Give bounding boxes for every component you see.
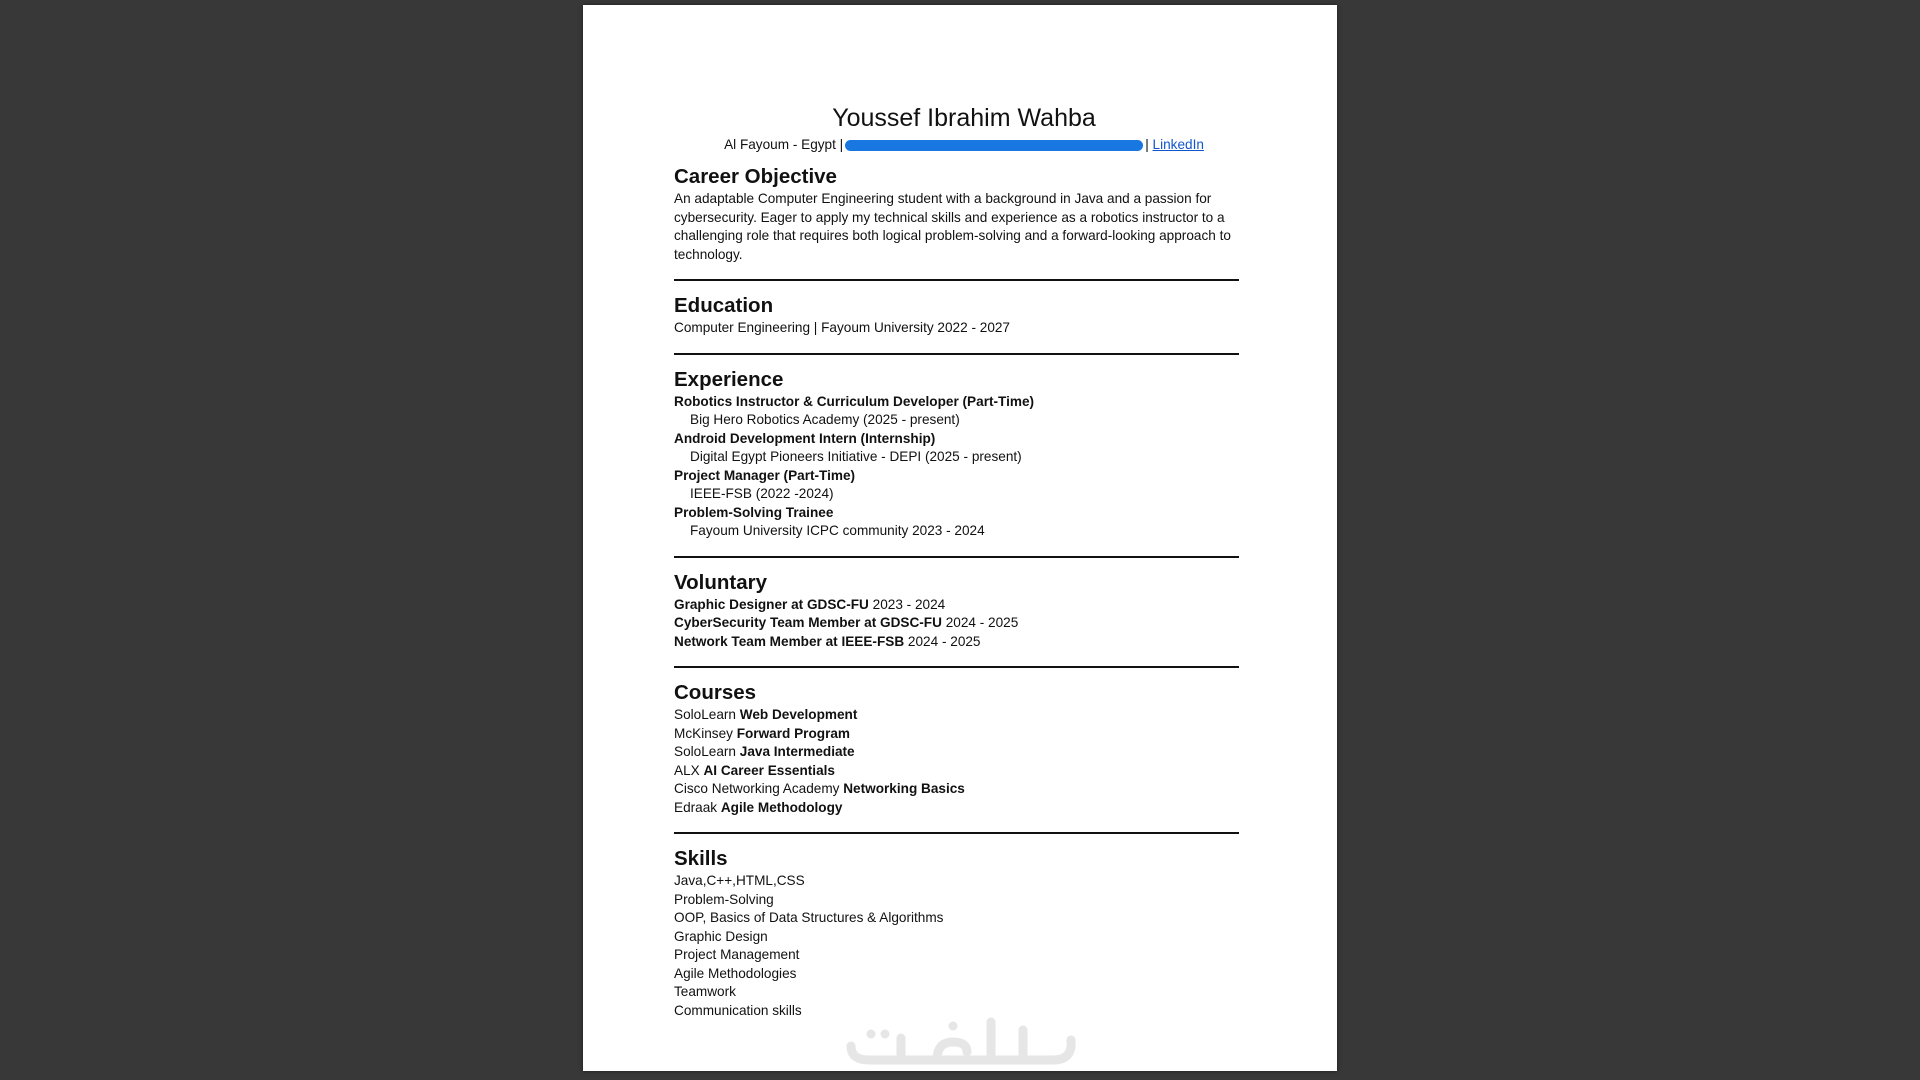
voluntary-item: Graphic Designer at GDSC-FU 2023 - 2024 bbox=[674, 596, 946, 612]
courses-heading: Courses bbox=[674, 681, 757, 704]
skill-item: Communication skills bbox=[674, 1002, 802, 1018]
resume-page bbox=[583, 5, 1337, 1071]
section-divider bbox=[674, 666, 1239, 668]
experience-org: Big Hero Robotics Academy (2025 - present) bbox=[690, 412, 960, 427]
skill-item: OOP, Basics of Data Structures & Algorithms bbox=[674, 910, 944, 925]
courses-section bbox=[674, 681, 1254, 817]
voluntary-section bbox=[674, 571, 1254, 652]
skill-item: Java,C++,HTML,CSS bbox=[674, 873, 805, 888]
section-divider bbox=[674, 832, 1239, 834]
skill-item: Graphic Design bbox=[674, 928, 768, 944]
career-objective-section bbox=[674, 165, 1254, 264]
location: Al Fayoum - Egypt | bbox=[724, 137, 844, 152]
course-item: Cisco Networking Academy Networking Basics bbox=[674, 781, 965, 796]
experience-role: Project Manager (Part-Time) bbox=[674, 467, 856, 483]
career-objective-text: An adaptable Computer Engineering student with a background in Java and a passion for cybersecurity. Eager to apply my technical skills and experience as a robotics instructor to a challenging role that requires both logical problem-solving and a forward-looking approach to technology. bbox=[674, 191, 1231, 262]
skill-item: Teamwork bbox=[674, 984, 736, 999]
education-section bbox=[674, 294, 1254, 338]
voluntary-item: Network Team Member at IEEE-FSB 2024 - 2025 bbox=[674, 633, 981, 649]
linkedin-link[interactable]: LinkedIn bbox=[1152, 137, 1204, 152]
skills-section bbox=[674, 847, 1254, 1020]
section-divider bbox=[674, 353, 1239, 355]
skill-item: Agile Methodologies bbox=[674, 965, 797, 981]
section-divider bbox=[674, 279, 1239, 281]
experience-role: Problem-Solving Trainee bbox=[674, 504, 834, 520]
skill-item: Problem-Solving bbox=[674, 891, 774, 907]
experience-role: Robotics Instructor & Curriculum Developer (Part-Time) bbox=[674, 393, 1035, 409]
course-item: ALX AI Career Essentials bbox=[674, 762, 835, 778]
career-objective-heading: Career Objective bbox=[674, 165, 837, 188]
course-item: SoloLearn Java Intermediate bbox=[674, 744, 855, 759]
skill-item: Project Management bbox=[674, 947, 800, 962]
skills-heading: Skills bbox=[674, 847, 728, 870]
voluntary-heading: Voluntary bbox=[674, 570, 768, 594]
course-item: Edraak Agile Methodology bbox=[674, 799, 843, 815]
education-text: Computer Engineering | Fayoum University 2022 - 2027 bbox=[674, 320, 1010, 335]
experience-role: Android Development Intern (Internship) bbox=[674, 430, 936, 446]
experience-org: IEEE-FSB (2022 -2024) bbox=[690, 486, 834, 501]
voluntary-item: CyberSecurity Team Member at GDSC-FU 2024 - 2025 bbox=[674, 615, 1019, 630]
resume-content bbox=[674, 103, 1254, 1020]
section-divider bbox=[674, 556, 1239, 558]
separator: | bbox=[1145, 137, 1149, 152]
experience-section bbox=[674, 368, 1254, 541]
redacted-contact-info bbox=[845, 140, 1143, 151]
candidate-name: Youssef Ibrahim Wahba bbox=[832, 104, 1096, 132]
course-item: McKinsey Forward Program bbox=[674, 725, 851, 741]
experience-heading: Experience bbox=[674, 367, 784, 391]
experience-org: Digital Egypt Pioneers Initiative - DEPI (2025 - present) bbox=[690, 449, 1022, 464]
watermark-logo-icon bbox=[841, 1008, 1081, 1068]
contact-line bbox=[674, 136, 1254, 154]
experience-org: Fayoum University ICPC community 2023 - 2024 bbox=[690, 523, 985, 538]
course-item: SoloLearn Web Development bbox=[674, 707, 858, 722]
education-heading: Education bbox=[674, 294, 774, 317]
